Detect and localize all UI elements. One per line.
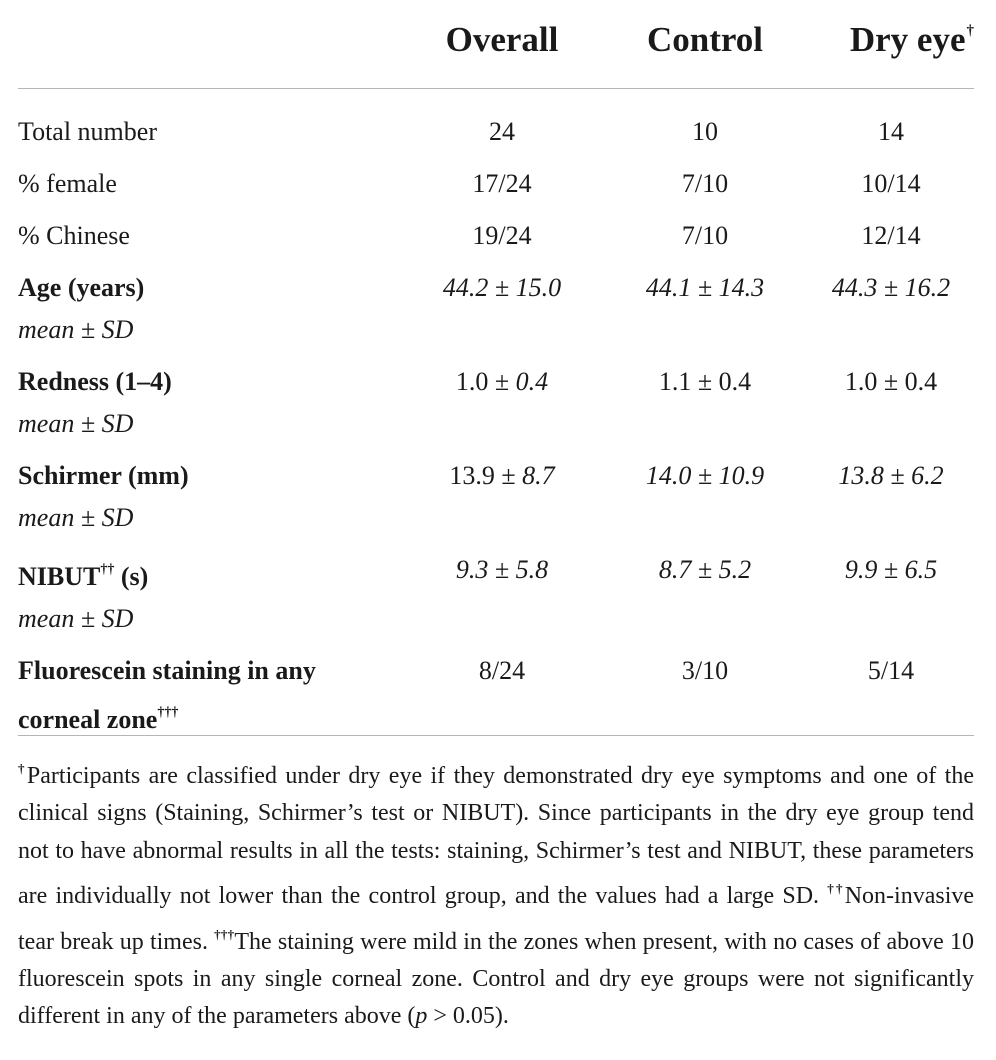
cell-overall-sd: 8.7 (522, 461, 555, 490)
footnote-text-2: Non-invasive tear break up times. (18, 883, 975, 955)
row-label-sub: mean ± SD (18, 503, 134, 532)
cell-dry-eye (808, 89, 974, 154)
row-label-text: Age (years) (18, 273, 145, 302)
row-label-text: Redness (1–4) (18, 367, 172, 396)
cell-dry-eye-value: 14 (878, 117, 904, 146)
row-label (18, 640, 402, 753)
row-label-text: NIBUT (18, 562, 101, 591)
row-label: % Chinese (18, 221, 130, 250)
row-label (18, 257, 402, 351)
row-label: % female (18, 169, 117, 198)
cell-dry-eye: 10/14 (861, 169, 921, 198)
cell-overall: 9.3 ± 5.8 (455, 555, 549, 584)
cell-overall: 24 (489, 117, 515, 146)
cell-dry-eye: 13.8 ± 6.2 (838, 461, 944, 490)
footnote-text-4: > 0.05). (427, 1003, 509, 1030)
table-row (18, 153, 974, 205)
cell-control: 1.1 ± 0.4 (658, 367, 752, 396)
cell-overall: 17/24 (472, 169, 532, 198)
table-row (18, 205, 974, 257)
cell-control: 44.1 ± 14.3 (645, 273, 765, 302)
cell-overall (402, 351, 602, 445)
table-footnote (18, 750, 974, 1036)
cell-control: 3/10 (681, 656, 729, 685)
row-label-unit: (s) (114, 562, 149, 591)
cell-overall-sd: 0.4 (515, 367, 549, 396)
row-label-line1: Fluorescein staining in any (18, 656, 316, 685)
table-row (18, 640, 974, 753)
cell-control: 7/10 (681, 221, 729, 250)
cell-overall: 19/24 (472, 221, 532, 250)
table-row (18, 539, 974, 640)
row-label (18, 351, 402, 445)
footnote-mark-3: ††† (214, 926, 235, 942)
row-label-footnote-mark: ††† (157, 705, 179, 720)
table-row (18, 257, 974, 351)
cell-dry-eye: 1.0 ± 0.4 (844, 367, 938, 396)
footnote-mark-1: † (18, 761, 27, 776)
row-label-sub: mean ± SD (18, 604, 134, 633)
cell-dry-eye: 9.9 ± 6.5 (844, 555, 938, 584)
table-header (18, 0, 974, 89)
footnote-mark-2: †† (827, 881, 845, 897)
row-label-text: Schirmer (mm) (18, 461, 189, 490)
header-control: Control (602, 0, 808, 89)
footnote-text-3: The staining were mild in the zones when present, with no cases of above 10 fluorescein spots in any single corneal zone. Control and dry eye groups were not significantly different in any of the parameters above ( (18, 928, 975, 1030)
footnote-p-symbol: p (415, 1003, 428, 1030)
table-body (18, 89, 974, 754)
cell-dry-eye: 5/14 (867, 656, 915, 685)
data-table (18, 0, 974, 753)
table-row (18, 89, 974, 154)
cell-control: 10 (692, 117, 718, 146)
row-label: Total number (18, 117, 157, 146)
cell-overall: 44.2 ± 15.0 (442, 273, 562, 302)
row-label-footnote-mark: †† (100, 562, 115, 577)
cell-overall-mean: 13.9 ± (449, 461, 523, 490)
row-label-sub: mean ± SD (18, 315, 134, 344)
cell-dry-eye: 12/14 (861, 221, 921, 250)
footnote-divider (18, 735, 974, 736)
cell-overall: 8/24 (478, 656, 526, 685)
row-label-line2: corneal zone (18, 705, 158, 734)
cell-dry-eye: 44.3 ± 16.2 (831, 273, 951, 302)
cell-overall (402, 445, 602, 539)
footnote-text-1: Participants are classified under dry eye if they demonstrated dry eye symptoms and one of the clinical signs (Staining, Schirmer’s test or NIBUT). Since participants in the dry eye group tend not to have abnormal results in all the tests: staining, Schirmer’s test and NIBUT, these parameters are individually not lower than the control group, and the values had a large SD. (18, 763, 974, 910)
cell-control: 14.0 ± 10.9 (645, 461, 765, 490)
header-dry-eye-footnote-mark: † (966, 23, 974, 39)
header-overall: Overall (402, 0, 602, 89)
header-dry-eye-label: Dry eye (849, 20, 966, 59)
header-row (18, 0, 974, 89)
row-label-sub: mean ± SD (18, 409, 134, 438)
table-row (18, 351, 974, 445)
row-label (18, 539, 402, 640)
row-label (18, 445, 402, 539)
header-dry-eye (808, 0, 974, 89)
header-blank (18, 0, 402, 89)
cell-overall-mean: 1.0 ± (455, 367, 516, 396)
table-row (18, 445, 974, 539)
cell-control: 7/10 (681, 169, 729, 198)
cell-control: 8.7 ± 5.2 (658, 555, 752, 584)
